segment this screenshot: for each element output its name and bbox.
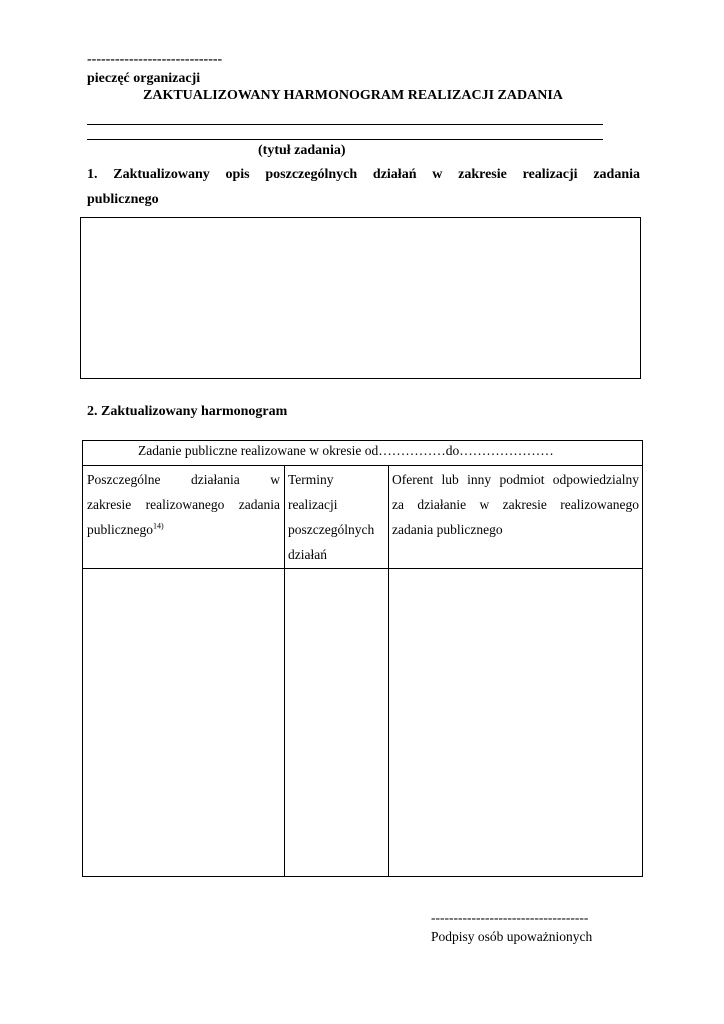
col3-header-line2: za działanie w zakresie realizowanego — [392, 497, 639, 512]
document-title: ZAKTUALIZOWANY HARMONOGRAM REALIZACJI ZADANIA — [143, 88, 563, 103]
task-title-line-2 — [87, 139, 603, 140]
responsible-entity-cell[interactable] — [389, 569, 642, 876]
signature-label: Podpisy osób upoważnionych — [431, 929, 593, 944]
col1-header-line1: Poszczególne działania w — [87, 472, 280, 487]
deadlines-cell[interactable] — [285, 569, 387, 876]
col2-header-line3: poszczególnych — [288, 522, 375, 537]
col2-header-line4: działań — [288, 547, 327, 562]
col3-header — [392, 467, 639, 542]
signature-dashes: ----------------------------------- — [431, 910, 589, 925]
col3-header-line3: zadania publicznego — [392, 522, 503, 537]
col1-header — [87, 467, 280, 542]
col2-header — [288, 467, 386, 567]
col1-header-line2: zakresie realizowanego zadania — [87, 497, 280, 512]
period-row-divider — [82, 465, 643, 466]
section2-heading: 2. Zaktualizowany harmonogram — [87, 404, 288, 419]
col3-header-line1: Oferent lub inny podmiot odpowiedzialny — [392, 472, 639, 487]
section1-heading-line2: publicznego — [87, 192, 159, 207]
col1-header-line3-wrap — [87, 517, 280, 542]
col2-header-line2: realizacji — [288, 497, 338, 512]
footnote-marker: 14) — [152, 521, 164, 531]
col2-header-line1: Terminy — [288, 472, 334, 487]
section1-heading-line1: 1. Zaktualizowany opis poszczególnych działań w zakresie realizacji zadania — [87, 167, 640, 182]
task-title-line-1 — [87, 124, 603, 125]
task-title-label: (tytuł zadania) — [258, 143, 346, 158]
stamp-label: pieczęć organizacji — [87, 71, 201, 86]
stamp-dashes: ----------------------------- — [87, 52, 223, 67]
activities-cell[interactable] — [83, 569, 283, 876]
description-box[interactable] — [80, 217, 641, 379]
period-row-text: Zadanie publiczne realizowane w okresie od……………do………………… — [138, 443, 554, 458]
col1-header-line3: publicznego — [87, 522, 153, 537]
